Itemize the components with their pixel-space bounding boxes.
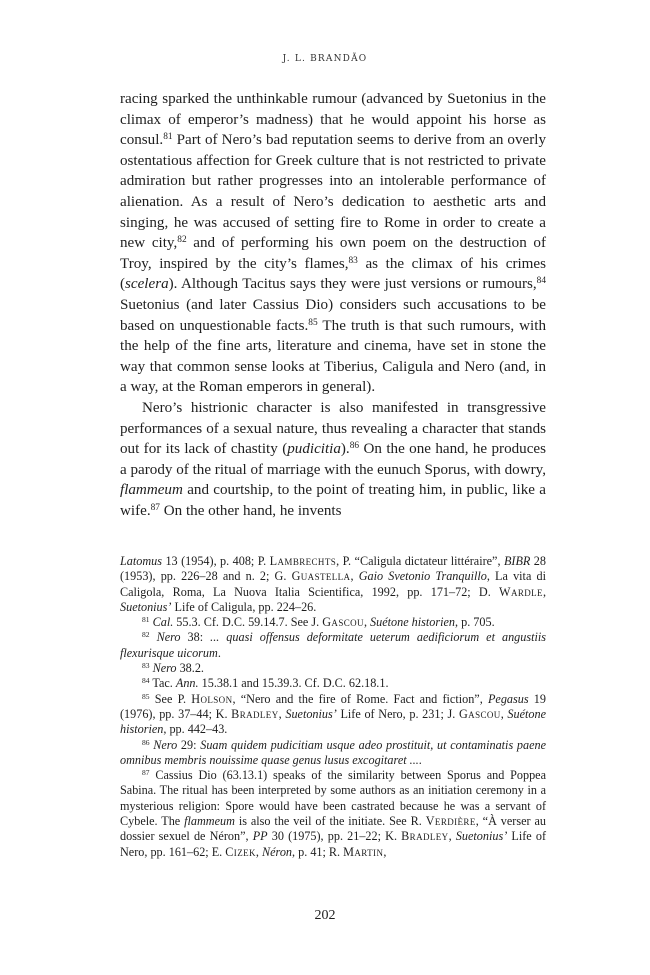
italic-text: PP xyxy=(252,829,268,844)
running-head: J. L. BRANDÃO xyxy=(282,54,368,64)
italic-text: Suetonius’ xyxy=(455,829,508,844)
text-run: Part of Nero’s bad reputation seems to derive from an overly ostentatious affection for Greek culture that is not restricted to private admiration but rather progresses into an intolerable performance of alienation. As a result of Nero’s dedication to aesthetic arts and singing, he was accused of setting fire to Rome in order to create a new city, xyxy=(120,132,546,252)
author-name: Verdière xyxy=(425,814,476,829)
italic-text: Nero xyxy=(153,737,178,752)
footnote-number: 81 xyxy=(142,615,150,625)
text-run: as the climax of his crimes ( xyxy=(120,255,546,293)
footnote-number: 82 xyxy=(142,630,150,640)
footnote-ref[interactable]: 87 xyxy=(150,502,160,513)
author-name: Martin xyxy=(343,844,384,859)
footnote-ref[interactable]: 84 xyxy=(536,276,546,287)
italic-text: Cal. xyxy=(152,615,174,630)
italic-text: Suetonius’ xyxy=(120,599,172,614)
footnote-84 xyxy=(120,676,546,691)
page-number: 202 xyxy=(314,908,336,923)
text-run: and of performing his own poem on the destruction of Troy, inspired by the city’s flames, xyxy=(120,235,546,272)
paragraph xyxy=(120,398,546,522)
text-run: . xyxy=(217,645,221,660)
text-run: Nero’s histrionic character is also manifested in transgressive performances of a sexual nature, thus revealing a character that stands out for its lack of chastity ( xyxy=(120,399,546,458)
footnote-ref[interactable]: 81 xyxy=(163,132,173,143)
italic-text: Néron xyxy=(262,844,293,859)
author-name: Gascou xyxy=(458,706,501,721)
text-run: On the one hand, he produces a parody of the ritual of marriage with the eunuch Sporus, with dowry, xyxy=(120,441,546,478)
footnote-87 xyxy=(120,768,546,860)
main-text xyxy=(120,89,546,521)
italic-text: Nero xyxy=(156,630,181,645)
text-run: , p. 705. xyxy=(455,615,495,630)
footnote-ref[interactable]: 82 xyxy=(177,235,187,246)
footnote-82 xyxy=(120,630,546,661)
text-run: . xyxy=(418,752,422,767)
text-run: Tac. xyxy=(149,676,176,691)
paragraph xyxy=(120,89,546,398)
footnote-86 xyxy=(120,738,546,769)
text-run: , “À verser au dossier sexuel de Néron”, xyxy=(120,814,546,844)
text-run: 13 (1954), p. 408; P. xyxy=(162,554,270,568)
text-run: is also the veil of the initiate. See R. xyxy=(234,814,426,829)
italic-text: Suétone historien xyxy=(120,706,547,737)
text-run: , P. “Caligula dictateur littéraire”, xyxy=(336,554,504,568)
text-run: Suetonius (and later Cassius Dio) considers such accusations to be based on unquestionable facts. xyxy=(120,296,546,334)
text-run: 28 (1953), pp. 226–28 and n. 2; G. xyxy=(120,554,546,584)
author-name: Guastella xyxy=(291,569,351,584)
text-run: The truth is that such rumours, with the help of the fine arts, literature and cinema, have set in stone the way that common sense looks at Tiberius, Caligula and Nero (and, in a way, at the Roman emperors in general). xyxy=(120,317,546,396)
footnote-number: 87 xyxy=(142,768,150,777)
footnote-83 xyxy=(120,661,546,676)
italic-text: Suetonius’ xyxy=(285,706,337,721)
text-run: 55.3. Cf. D.C. 59.14.7. See J. xyxy=(173,615,323,630)
author-name: Gascou xyxy=(322,615,364,630)
italic-text: Suétone historien xyxy=(370,615,455,630)
footnote-number: 83 xyxy=(142,660,150,670)
footnote-number: 84 xyxy=(142,676,150,686)
italic-text: flammeum xyxy=(184,814,235,829)
author-name: Bradley xyxy=(401,829,449,844)
author-name: Lambrechts xyxy=(269,554,337,568)
text-run: See P. xyxy=(149,691,192,706)
text-run: 19 (1976), pp. 37–44; K. xyxy=(120,691,546,721)
italic-term: pudicitia xyxy=(287,441,341,458)
text-run: , “Nero and the fire of Rome. Fact and fiction”, xyxy=(232,691,488,706)
text-run: On the other hand, he invents xyxy=(159,502,342,519)
italic-text: Latomus xyxy=(120,554,162,568)
footnote-number: 85 xyxy=(142,691,150,701)
italic-term: flammeum xyxy=(120,482,183,499)
text-run: , La vita di Caligola, Roma, La Nuova Italia Scientifica, 1992, pp. 171–72; D. xyxy=(120,569,546,599)
text-run: , xyxy=(500,706,508,721)
text-run: ). Although Tacitus says they were just versions or rumours, xyxy=(168,276,537,293)
text-run: Life of Nero, pp. 161–62; E. xyxy=(120,829,547,859)
italic-text: Nero xyxy=(152,661,177,676)
italic-text: ... quasi offensus deformitate ueterum aedificiorum et angustiis flexurisque uicorum xyxy=(120,630,547,660)
italic-text: Pegasus xyxy=(487,691,529,706)
text-run: and courtship, to the point of treating him, in public, like a wife. xyxy=(120,482,546,519)
footnote-continuation xyxy=(120,554,546,615)
text-run: Cassius Dio (63.13.1) speaks of the similarity between Sporus and Poppea Sabina. The ritual has been interpreted by some authors as an initiation ceremony in a mysterious religion: Spore would have been castrated because he was a servant of Cybele. The xyxy=(120,768,546,829)
text-run: 15.38.1 and 15.39.3. Cf. D.C. 62.18.1. xyxy=(198,676,389,691)
text-run: , p. 41; R. xyxy=(292,844,344,859)
text-run: 38: xyxy=(180,630,211,645)
footnote-85 xyxy=(120,692,546,738)
footnote-81 xyxy=(120,615,546,630)
footnote-ref[interactable]: 86 xyxy=(349,440,360,451)
text-run: , xyxy=(363,615,371,630)
text-run: racing sparked the unthinkable rumour (advanced by Suetonius in the climax of emperor’s madness) that he would appoint his horse as consul. xyxy=(120,91,546,149)
text-run: 30 (1975), pp. 21–22; K. xyxy=(267,829,402,844)
author-name: Holson xyxy=(191,691,233,706)
text-run: , pp. 442–43. xyxy=(163,722,228,737)
author-name: Wardle xyxy=(499,584,543,599)
text-run: 38.2. xyxy=(176,661,204,676)
italic-text: Suam quidem pudicitiam usque adeo prostituit, ut contaminatis paene omnibus membris nouissime quase genus lusus excogitaret ... xyxy=(120,737,546,767)
text-run xyxy=(150,630,157,644)
text-run: , xyxy=(448,829,456,844)
italic-term: scelera xyxy=(125,276,169,293)
text-run: , xyxy=(350,569,359,584)
text-run: Life of Caligula, pp. 224–26. xyxy=(171,599,317,614)
text-run: ). xyxy=(340,441,350,458)
italic-text: Gaio Svetonio Tranquillo xyxy=(358,569,487,584)
text-run: , xyxy=(255,844,262,859)
text-run: Life of Nero, p. 231; J. xyxy=(336,706,459,721)
text-run: 29: xyxy=(177,737,201,752)
footnote-number: 86 xyxy=(142,737,150,747)
text-run: , xyxy=(542,584,546,599)
text-run: , xyxy=(383,844,387,859)
italic-text: BIBR xyxy=(503,554,531,568)
footnotes xyxy=(120,554,546,860)
footnote-ref[interactable]: 85 xyxy=(308,317,318,328)
text-run: , xyxy=(278,706,286,721)
footnote-ref[interactable]: 83 xyxy=(348,255,358,266)
italic-text: Ann. xyxy=(175,676,199,691)
author-name: Bradley xyxy=(231,706,279,721)
author-name: Cizek xyxy=(225,844,256,859)
